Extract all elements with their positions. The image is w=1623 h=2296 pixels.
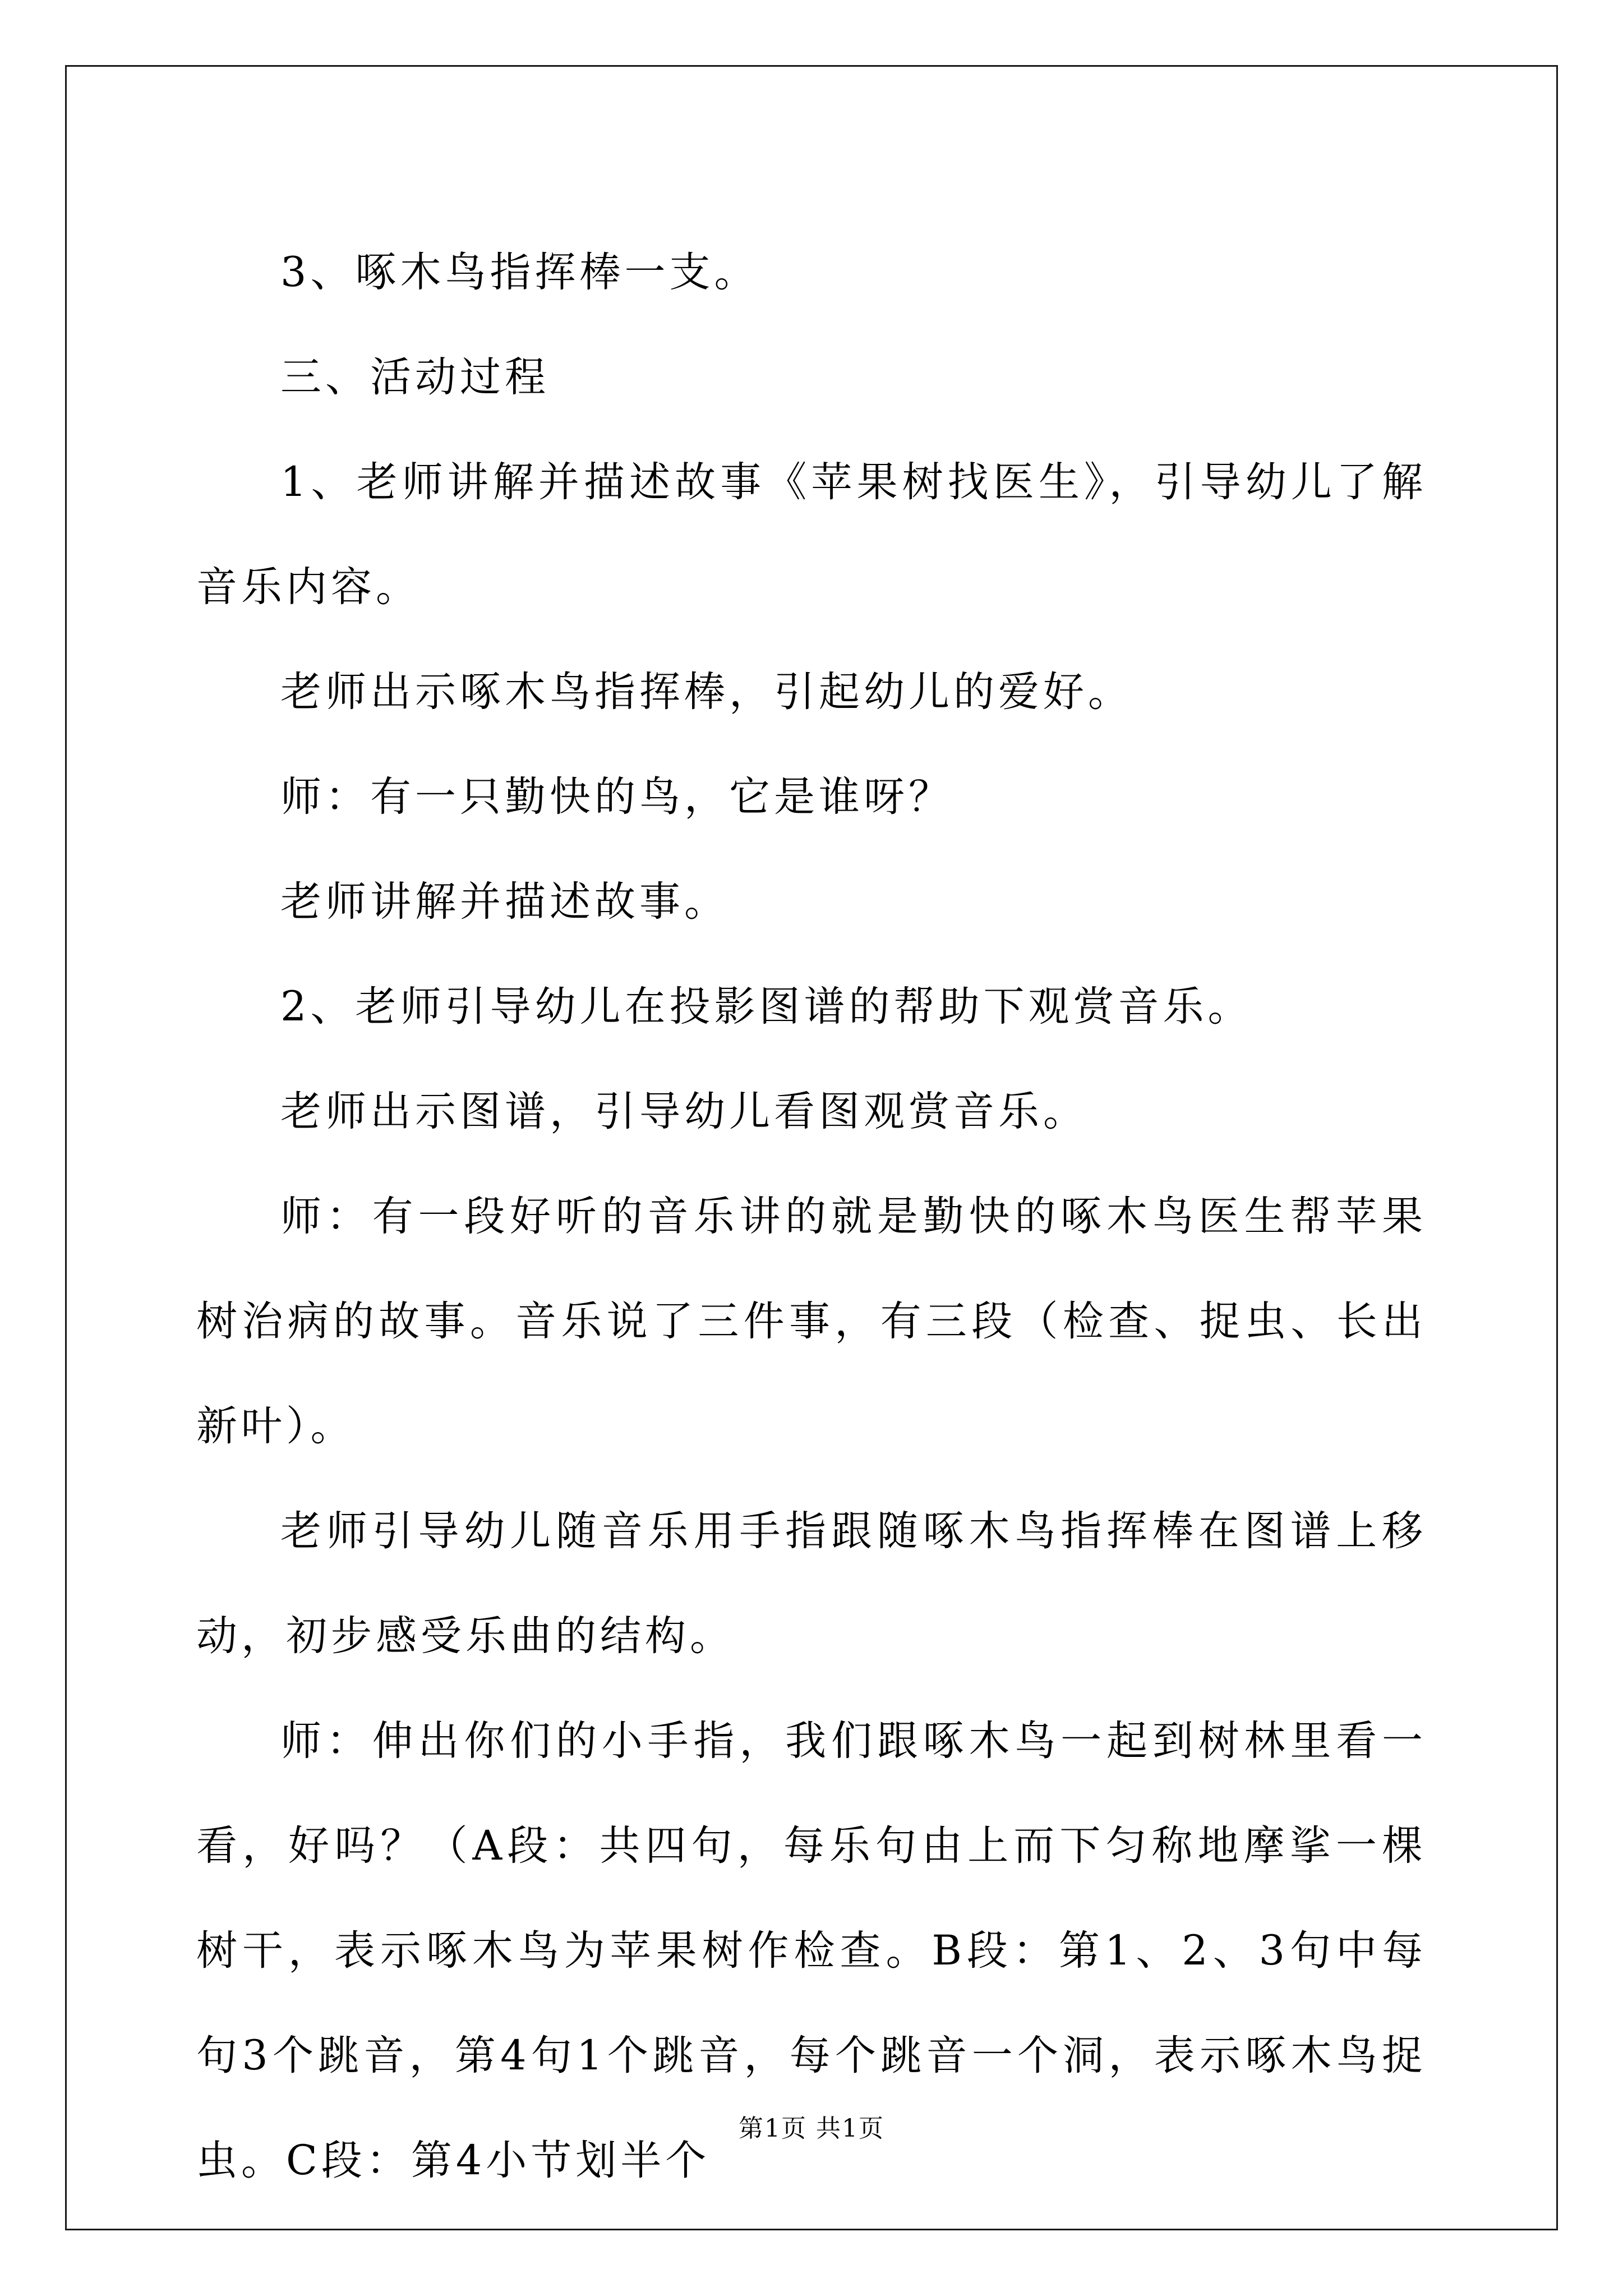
paragraph: 老师出示图谱，引导幼儿看图观赏音乐。 <box>280 1088 1088 1135</box>
paragraph: 老师引导幼儿随音乐用手指跟随啄木鸟指挥棒在图谱上移动，初步感受乐曲的结构。 <box>196 1507 1427 1660</box>
paragraph: 3、啄木鸟指挥棒一支。 <box>280 249 759 296</box>
paragraph: 2、老师引导幼儿在投影图谱的帮助下观赏音乐。 <box>280 983 1253 1030</box>
paragraph: 师：伸出你们的小手指，我们跟啄木鸟一起到树林里看一看，好吗？（A段：共四句，每乐句由上而下匀称地摩挲一棵树干，表示啄木鸟为苹果树作检查。B段：第1、2、3句中每句3个跳音，第4句1个跳音，每个跳音一个洞，表示啄木鸟捉虫。C段：第4小节划半个 <box>196 1717 1427 2184</box>
paragraph: 师：有一段好听的音乐讲的就是勤快的啄木鸟医生帮苹果树治病的故事。音乐说了三件事，有三段（检查、捉虫、长出新叶）。 <box>196 1193 1427 1450</box>
paragraph: 1、老师讲解并描述故事《苹果树找医生》，引导幼儿了解音乐内容。 <box>196 458 1427 611</box>
page-footer: 第1页 共1页 <box>739 2114 884 2143</box>
paragraph: 老师出示啄木鸟指挥棒，引起幼儿的爱好。 <box>280 668 1133 716</box>
paragraph: 师：有一只勤快的鸟，它是谁呀？ <box>280 773 953 821</box>
paragraph: 老师讲解并描述故事。 <box>280 878 729 926</box>
section-heading: 三、活动过程 <box>280 353 550 401</box>
document-body <box>196 220 1427 2213</box>
